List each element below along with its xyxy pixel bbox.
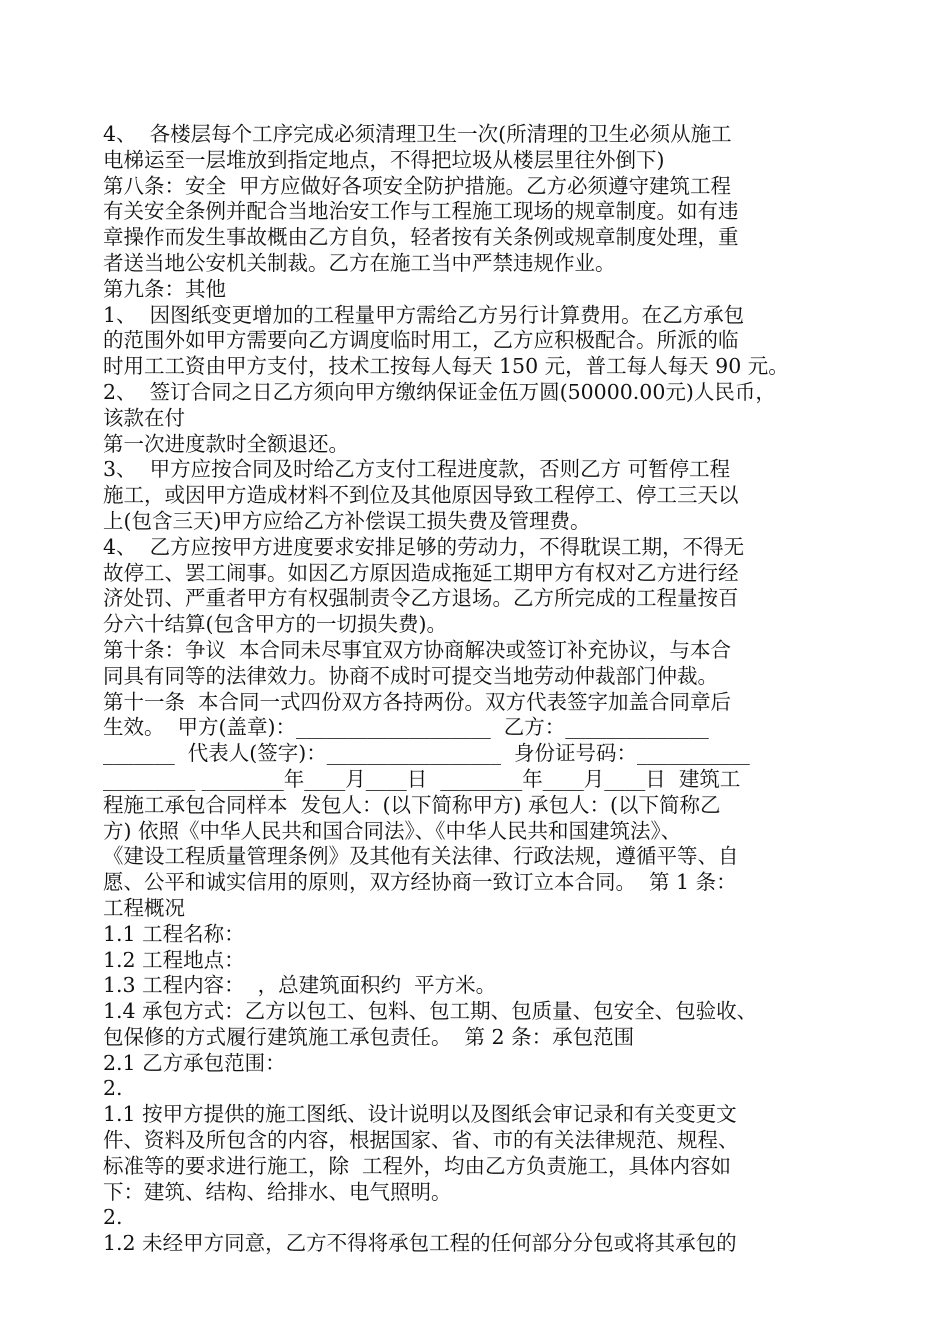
section-heading-article-9: 第九条：其他	[103, 276, 226, 301]
text-line: 件、资料及所包含的内容，根据国家、省、市的有关法律规范、规程、	[103, 1128, 739, 1153]
text-line: 4、 乙方应按甲方进度要求安排足够的劳动力，不得耽误工期，不得无	[103, 534, 745, 559]
text-line: 2.	[103, 1076, 123, 1101]
text-line: 标准等的要求进行施工，除 工程外，均由乙方负责施工，具体内容如	[103, 1153, 732, 1178]
text-line: 施工，或因甲方造成材料不到位及其他原因导致工程停工、停工三天以	[103, 483, 739, 508]
text-line: 1.2 未经甲方同意，乙方不得将承包工程的任何部分分包或将其承包的	[103, 1231, 737, 1256]
text-line: 电梯运至一层堆放到指定地点，不得把垃圾从楼层里往外倒下)	[103, 147, 665, 172]
text-line: 的范围外如甲方需要向乙方调度临时用工，乙方应积极配合。所派的临	[103, 328, 739, 353]
section-heading-article-8: 第八条：安全 甲方应做好各项安全防护措施。乙方必须遵守建筑工程	[103, 173, 732, 198]
section-heading-article-11: 第十一条 本合同一式四份双方各持两份。双方代表签字加盖合同章后	[103, 689, 732, 714]
text-line: 《建设工程质量管理条例》及其他有关法律、行政法规，遵循平等、自	[103, 844, 739, 869]
text-line: 下：建筑、结构、给排水、电气照明。	[103, 1179, 452, 1204]
text-line: 3、 甲方应按合同及时给乙方支付工程进度款，否则乙方 可暂停工程	[103, 457, 731, 482]
text-line: 时用工工资由甲方支付，技术工按每人每天 150 元，普工每人每天 90 元。	[103, 354, 789, 379]
document-body	[103, 122, 858, 1257]
text-line: 上(包含三天)甲方应给乙方补偿误工损失费及管理费。	[103, 508, 591, 533]
text-line: 济处罚、严重者甲方有权强制责令乙方退场。乙方所完成的工程量按百	[103, 586, 739, 611]
text-line: 程施工承包合同样本 发包人：(以下简称甲方) 承包人：(以下简称乙	[103, 792, 721, 817]
text-line: 方) 依照《中华人民共和国合同法》、《中华人民共和国建筑法》、	[103, 818, 682, 843]
text-line: 工程概况	[103, 895, 185, 920]
text-line: 1.3 工程内容： ，总建筑面积约 平方米。	[103, 973, 497, 998]
text-line: 包保修的方式履行建筑施工承包责任。 第 2 条：承包范围	[103, 1024, 635, 1049]
text-line: 4、 各楼层每个工序完成必须清理卫生一次(所清理的卫生必须从施工	[103, 122, 732, 146]
text-line: 2、 签订合同之日乙方须向甲方缴纳保证金伍万圆(50000.00元)人民币，	[103, 379, 776, 404]
text-line: 第一次进度款时全额退还。	[103, 431, 349, 456]
text-line: 2.	[103, 1205, 123, 1230]
text-line: 1.1 按甲方提供的施工图纸、设计说明以及图纸会审记录和有关变更文	[103, 1102, 737, 1127]
text-line: 1.4 承包方式：乙方以包工、包料、包工期、包质量、包安全、包验收、	[103, 999, 758, 1024]
signature-line: 生效。 甲方(盖章)：___________________ 乙方：______________	[103, 715, 709, 740]
signature-line: _______ 代表人(签字)：_________________ 身份证号码：___________	[103, 741, 750, 766]
text-line: 1.2 工程地点：	[103, 947, 245, 972]
text-line: 愿、公平和诚实信用的原则，双方经协商一致订立本合同。 第 1 条：	[103, 870, 737, 895]
section-heading-article-10: 第十条：争议 本合同未尽事宜双方协商解决或签订补充协议，与本合	[103, 637, 732, 662]
text-line: 该款在付	[103, 405, 185, 430]
text-line: 有关安全条例并配合当地治安工作与工程施工现场的规章制度。如有违	[103, 199, 739, 224]
text-line: 章操作而发生事故概由乙方自负，轻者按有关条例或规章制度处理，重	[103, 225, 739, 250]
text-line: 同具有同等的法律效力。协商不成时可提交当地劳动仲裁部门仲裁。	[103, 663, 718, 688]
text-line: 故停工、罢工闹事。如因乙方原因造成拖延工期甲方有权对乙方进行经	[103, 560, 739, 585]
text-line: 分六十结算(包含甲方的一切损失费)。	[103, 612, 447, 637]
text-line: 1.1 工程名称：	[103, 921, 245, 946]
text-line: 者送当地公安机关制裁。乙方在施工当中严禁违规作业。	[103, 250, 616, 275]
text-line: 1、 因图纸变更增加的工程量甲方需给乙方另行计算费用。在乙方承包	[103, 302, 745, 327]
date-line: _________ ________年____月____日 ________年____月____日 建筑工	[103, 766, 741, 791]
text-line: 2.1 乙方承包范围：	[103, 1050, 286, 1075]
